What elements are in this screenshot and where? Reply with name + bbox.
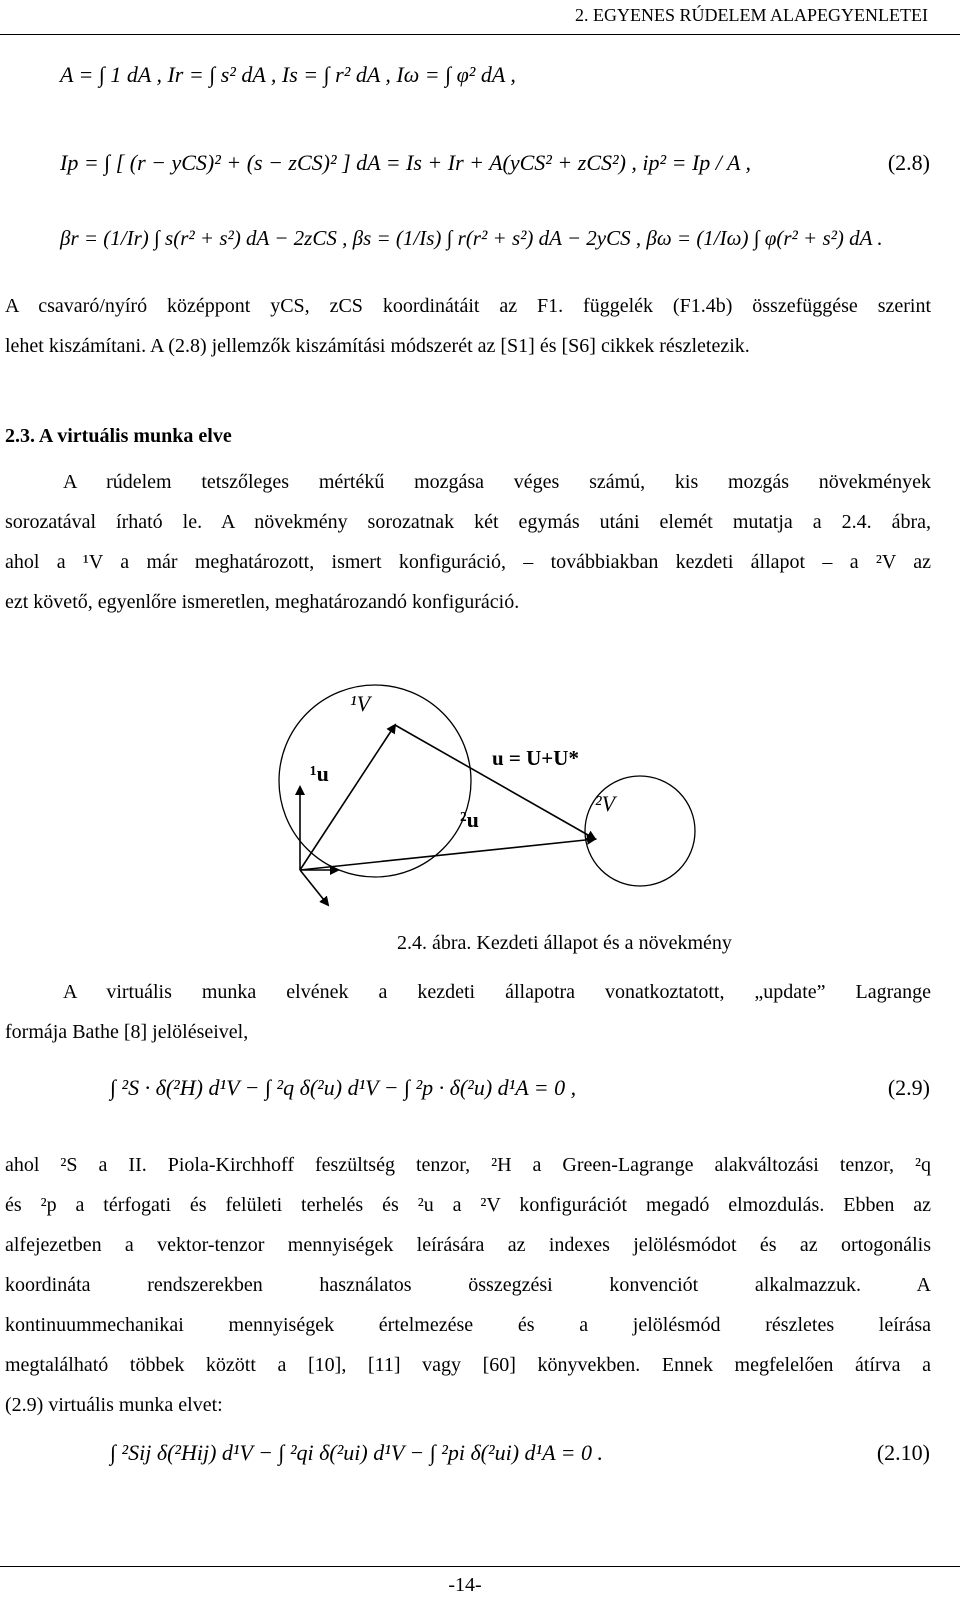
paragraph-line: és ²p a térfogati és felületi terhelés és ²u a ²V konfigurációt megadó elmozdulás. Ebben az — [5, 1194, 931, 1216]
paragraph-line-text: A virtuális munka elvének a kezdeti állapotra vonatkoztatott, „update” Lagrange — [63, 981, 931, 1003]
header-rule — [0, 34, 960, 35]
equation-number-2-9: (2.9) — [887, 1075, 930, 1100]
page-number: -14- — [448, 1574, 482, 1596]
paragraph-line: A csavaró/nyíró középpont yCS, zCS koordinátáit az F1. függelék (F1.4b) összefüggése szerint — [5, 295, 931, 317]
vector-1u — [300, 725, 395, 870]
paragraph-line: ahol a ¹V a már meghatározott, ismert konfiguráció, – továbbiakban kezdeti állapot – a ²V az — [5, 551, 931, 573]
equation-2-8-body: Ip = ∫ [ (r − yCS)² + (s − zCS)² ] dA = Is + Ir + A(yCS² + zCS²) , ip² = Ip / A , — [60, 150, 752, 175]
vector-u — [395, 725, 595, 839]
equation-moments: A = ∫ 1 dA , Ir = ∫ s² dA , Is = ∫ r² dA , Iω = ∫ φ² dA , — [60, 62, 516, 87]
paragraph-increments — [5, 462, 931, 622]
paragraph-line: megtalálható többek között a [10], [11] vagy [60] könyvekben. Ennek megfelelően átírva a — [5, 1354, 931, 1376]
label-1V: ¹V — [350, 691, 371, 716]
paragraph-virtual-work — [5, 972, 931, 1052]
equation-number-2-10: (2.10) — [876, 1440, 930, 1465]
configuration-1-circle — [279, 685, 471, 877]
label-u-equals: u = U+U* — [492, 746, 579, 770]
equation-2-10-body: ∫ ²Sij δ(²Hij) d¹V − ∫ ²qi δ(²ui) d¹V − ∫ ²pi δ(²ui) d¹A = 0 . — [110, 1440, 604, 1465]
equation-2-8 — [60, 150, 930, 176]
equation-beta: βr = (1/Ir) ∫ s(r² + s²) dA − 2zCS , βs = (1/Is) ∫ r(r² + s²) dA − 2yCS , βω = (1/Iω) ∫ φ(r² + s²) dA . — [60, 226, 883, 250]
paragraph-line: sorozatával írható le. A növekmény sorozatnak két egymás utáni elemét mutatja a 2.4. ábra, — [5, 511, 931, 533]
label-1u: ¹u — [310, 761, 329, 786]
paragraph-line: (2.9) virtuális munka elvet: — [5, 1394, 223, 1416]
axis-diagonal — [300, 870, 328, 905]
figure-diagram — [260, 665, 700, 930]
figure-2-4 — [260, 665, 700, 930]
equation-2-9 — [110, 1075, 930, 1101]
paragraph-shear-center — [5, 286, 931, 366]
chapter-title: 2. EGYENES RÚDELEM ALAPEGYENLETEI — [575, 5, 928, 25]
paragraph-line: ezt követő, egyenlőre ismeretlen, meghatározandó konfiguráció. — [5, 591, 520, 613]
label-2u: ²u — [460, 807, 479, 832]
paragraph-line: lehet kiszámítani. A (2.8) jellemzők kiszámítási módszerét az [S1] és [S6] cikkek részletezik. — [5, 335, 750, 357]
paragraph-line: ahol ²S a II. Piola-Kirchhoff feszültség tenzor, ²H a Green-Lagrange alakváltozási tenzor, ²q — [5, 1154, 931, 1176]
equation-number-2-8: (2.8) — [887, 150, 930, 175]
equation-2-9-body: ∫ ²S · δ(²H) d¹V − ∫ ²q δ(²u) d¹V − ∫ ²p · δ(²u) d¹A = 0 , — [110, 1075, 577, 1100]
label-2V: ²V — [595, 791, 616, 816]
paragraph-line: kontinuummechanikai mennyiségek értelmezése és a jelölésmód részletes leírása — [5, 1314, 931, 1336]
section-heading: 2.3. A virtuális munka elve — [5, 425, 232, 447]
paragraph-line: koordináta rendszerekben használatos összegzési konvenciót alkalmazzuk. A — [5, 1274, 931, 1296]
footer-rule — [0, 1566, 960, 1567]
paragraph-line — [5, 462, 931, 502]
equation-2-10 — [110, 1440, 930, 1466]
paragraph-line: alfejezetben a vektor-tenzor mennyiségek leírására az indexes jelölésmódot és az ortogonális — [5, 1234, 931, 1256]
paragraph-line — [5, 972, 931, 1012]
figure-caption: 2.4. ábra. Kezdeti állapot és a növekmény — [397, 932, 732, 954]
paragraph-definitions — [5, 1145, 931, 1425]
running-header — [0, 0, 960, 34]
paragraph-line: formája Bathe [8] jelöléseivel, — [5, 1021, 249, 1043]
paragraph-line-text: A rúdelem tetszőleges mértékű mozgása véges számú, kis mozgás növekmények — [63, 471, 931, 493]
